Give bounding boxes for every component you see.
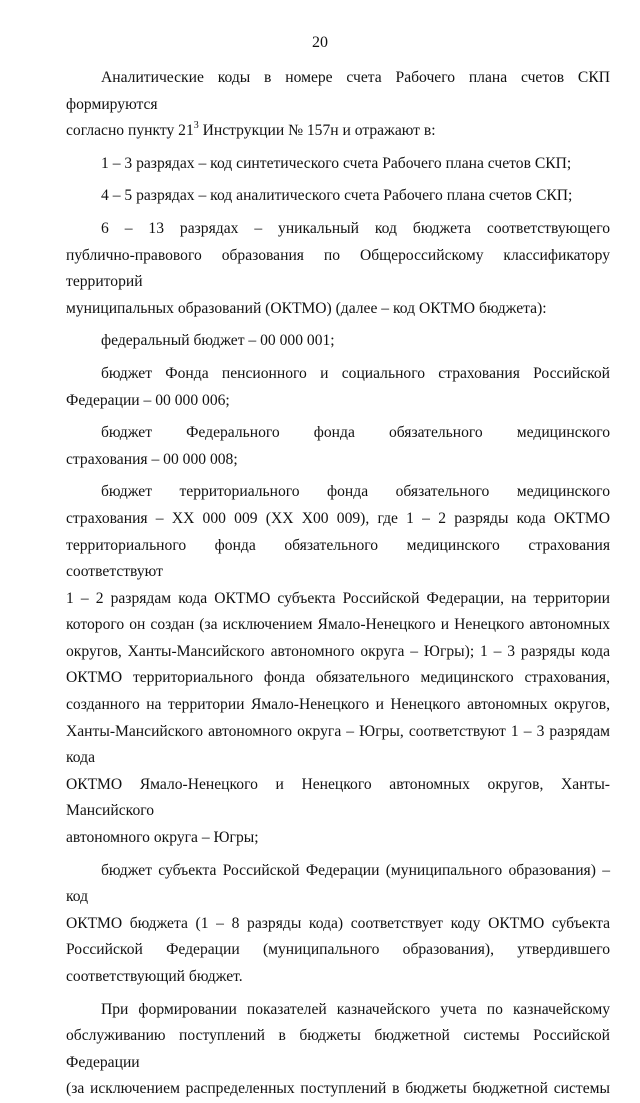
text-line: бюджет субъекта Российской Федерации (муниципального образования) – код: [66, 861, 610, 906]
text-line: которого он создан (за исключением Ямало-Ненецкого и Ненецкого автономных: [66, 616, 610, 634]
paragraph-digits-6-13: [66, 216, 610, 322]
text-line: бюджет Федерального фонда обязательного медицинского: [101, 424, 610, 442]
paragraph-territorial-medical-fund: [66, 479, 610, 851]
paragraph-subject-budget: [66, 858, 610, 991]
paragraph-digits-1-3: [66, 151, 610, 178]
text-line: территориального фонда обязательного медицинского страхования соответствуют: [66, 536, 610, 581]
text-line: 1 – 2 разрядам кода ОКТМО субъекта Российской Федерации, на территории: [66, 589, 610, 607]
text-line: ОКТМО бюджета (1 – 8 разряды кода) соответствует коду ОКТМО субъекта: [66, 914, 610, 932]
text-line: Аналитические коды в номере счета Рабочего плана счетов СКП формируются: [66, 69, 610, 113]
text-line: муниципальных образований (ОКТМО) (далее – код ОКТМО бюджета):: [66, 299, 547, 317]
text-line: федеральный бюджет – 00 000 001;: [101, 332, 335, 350]
text-line: (за исключением распределенных поступлений в бюджеты бюджетной системы: [66, 1080, 610, 1098]
text-line: созданного на территории Ямало-Ненецкого и Ненецкого автономных округов,: [66, 696, 610, 714]
text-line: ОКТМО Ямало-Ненецкого и Ненецкого автономных округов, Ханты-Мансийского: [66, 775, 610, 820]
text-line: страхования – XX 000 009 (XX X00 009), где 1 – 2 разряды кода ОКТМО: [66, 509, 610, 527]
page-number: 20: [312, 34, 328, 51]
text-line: автономного округа – Югры;: [66, 829, 259, 847]
text-line: [66, 118, 610, 145]
paragraph-treasury-accounting: [66, 997, 610, 1103]
text-line: Ханты-Мансийского автономного округа – Югры, соответствуют 1 – 3 разрядам кода: [66, 722, 610, 767]
text-line: бюджет Фонда пенсионного и социального страхования Российской: [101, 364, 610, 382]
text-line: соответствующий бюджет.: [66, 968, 243, 985]
text-line: ОКТМО территориального фонда обязательного медицинского страхования,: [66, 669, 610, 687]
text-line: округов, Ханты-Мансийского автономного округа – Югры); 1 – 3 разряды кода: [66, 642, 610, 660]
text-fragment: согласно пункту $21^3$ Инструкции № 157н и отражают в:: [66, 120, 436, 140]
text-line: Российской Федерации (муниципального образования), утвердившего: [66, 941, 610, 959]
paragraph-digits-4-5: [66, 183, 610, 210]
text-line: обслуживанию поступлений в бюджеты бюджетной системы Российской Федерации: [66, 1027, 610, 1071]
text-line: 6 – 13 разрядах – уникальный код бюджета соответствующего: [101, 219, 610, 237]
paragraph-federal-budget: [66, 328, 610, 355]
paragraph-federal-medical-fund: [66, 420, 610, 473]
text-line: публично-правового образования по Общероссийскому классификатору территорий: [66, 246, 610, 291]
paragraph-pension-fund: [66, 361, 610, 414]
text-line: 4 – 5 разрядах – код аналитического счета Рабочего плана счетов СКП;: [101, 187, 573, 205]
text-line: страхования – 00 000 008;: [66, 450, 238, 468]
document-body: [66, 65, 610, 1103]
text-line: При формировании показателей казначейского учета по казначейскому: [101, 1000, 610, 1018]
paragraph-analytic-codes-intro: [66, 65, 610, 145]
text-line: Федерации – 00 000 006;: [66, 391, 230, 409]
text-line: бюджет территориального фонда обязательного медицинского: [101, 483, 610, 501]
superscript-index: 3: [193, 120, 199, 131]
text-line: 1 – 3 разрядах – код синтетического счета Рабочего плана счетов СКП;: [101, 154, 572, 172]
